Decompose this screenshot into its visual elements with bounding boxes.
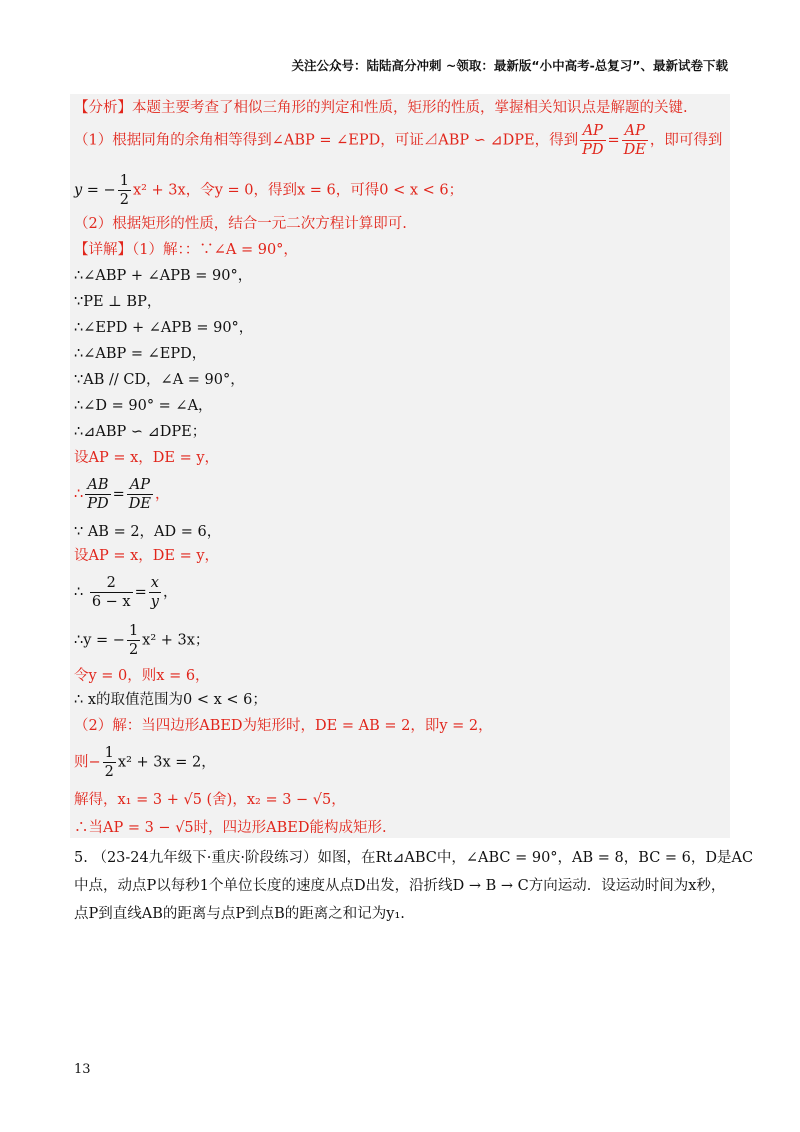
page-header: 关注公众号：陆陆高分冲刺 ~领取：最新版“小中高考-总复习”、最新试卷下载	[291, 58, 728, 73]
step-3: ∴∠EPD + ∠APB = 90°，	[74, 320, 254, 336]
fraction-x-over-y: $\frac{x}{y}$	[150, 575, 159, 610]
fraction-ap-pd: $\frac{AP}{PD}$	[582, 123, 604, 158]
question-5-line-3: 点P到直线AB的距离与点P到点B的距离之和记为y₁.	[74, 906, 405, 922]
fraction-ab-pd: $\frac{AB}{PD}$	[87, 477, 109, 512]
step-19: ∴当AP = 3 − √5时，四边形ABED能构成矩形.	[74, 820, 387, 836]
step-1: ∴∠ABP + ∠APB = 90°，	[74, 268, 253, 284]
step-8: 设AP = x，DE = y，	[74, 450, 220, 466]
fraction-one-half: $\frac{1}{2}$	[119, 173, 129, 208]
step-15: ∴ x的取值范围为0 < x < 6；	[74, 692, 267, 708]
question-5-line-2: 中点，动点P以每秒1个单位长度的速度从点D出发，沿折线D → B → C方向运动．设运动时间为x秒，	[74, 878, 726, 894]
step-16: （2）解：当四边形ABED为矩形时，DE = AB = 2，即y = 2，	[74, 718, 493, 734]
step-11: 设AP = x，DE = y，	[74, 548, 220, 564]
step-7: ∴⊿ABP ∽ ⊿DPE；	[74, 424, 207, 440]
step-9: ∴ $\frac{AB}{PD}$ = $\frac{AP}{DE}$ ，	[74, 477, 170, 512]
step-12: ∴ $\frac{2}{6 - x}$ = $\frac{x}{y}$ ，	[74, 575, 178, 610]
step-5: ∵AB // CD，∠A = 90°，	[74, 372, 245, 388]
step-10: ∵ AB = 2，AD = 6，	[74, 524, 222, 540]
step-14: 令y = 0，则x = 6，	[74, 668, 210, 684]
detail-tag: 【详解】	[74, 242, 132, 258]
detail-start: 【详解】（1）解：：∵∠A = 90°，	[74, 242, 298, 258]
analysis-part1-formula: y = − $\frac{1}{2}$ x² + 3x，令y = 0，得到x = 6，可得0 < x < 6；	[74, 173, 464, 208]
fraction-ap-de: $\frac{AP}{DE}$	[623, 123, 646, 158]
fraction-one-half-2: $\frac{1}{2}$	[128, 623, 139, 658]
analysis-text: 本题主要考查了相似三角形的判定和性质，矩形的性质，掌握相关知识点是解题的关键.	[132, 100, 688, 116]
analysis-part1: （1）根据同角的余角相等得到∠ABP = ∠EPD，可证⊿ABP ∽ ⊿DPE，得到 $\frac{AP}{PD}$ = $\frac{AP}{DE}$ ，即可得到	[74, 123, 723, 158]
analysis-line	[74, 98, 688, 118]
step-17: 则− $\frac{1}{2}$ x² + 3x = 2，	[74, 745, 216, 780]
page-number: 13	[74, 1062, 91, 1077]
step-6: ∴∠D = 90° = ∠A，	[74, 398, 213, 414]
step-13: ∴y = − $\frac{1}{2}$ x² + 3x；	[74, 623, 210, 658]
fraction-2-over-6-minus-x: $\frac{2}{6 - x}$	[91, 575, 131, 610]
fraction-one-half-3: $\frac{1}{2}$	[104, 745, 114, 780]
analysis-tag: 【分析】	[74, 100, 132, 116]
fraction-ap-de-2: $\frac{AP}{DE}$	[128, 477, 151, 512]
step-18: 解得，x₁ = 3 + √5 (舍)，x₂ = 3 − √5，	[74, 792, 346, 808]
analysis-part1-tail: ，即可得到	[649, 132, 723, 149]
analysis-part1-text: （1）根据同角的余角相等得到∠ABP = ∠EPD，可证⊿ABP ∽ ⊿DPE，得到	[74, 132, 579, 149]
analysis-part2: （2）根据矩形的性质，结合一元二次方程计算即可.	[74, 216, 407, 232]
step-2: ∵PE ⊥ BP，	[74, 294, 162, 310]
question-5-line-1: 5. （23-24九年级下·重庆·阶段练习）如图，在Rt⊿ABC中，∠ABC = 90°，AB = 8，BC = 6，D是AC	[74, 850, 754, 866]
step-4: ∴∠ABP = ∠EPD，	[74, 346, 207, 362]
